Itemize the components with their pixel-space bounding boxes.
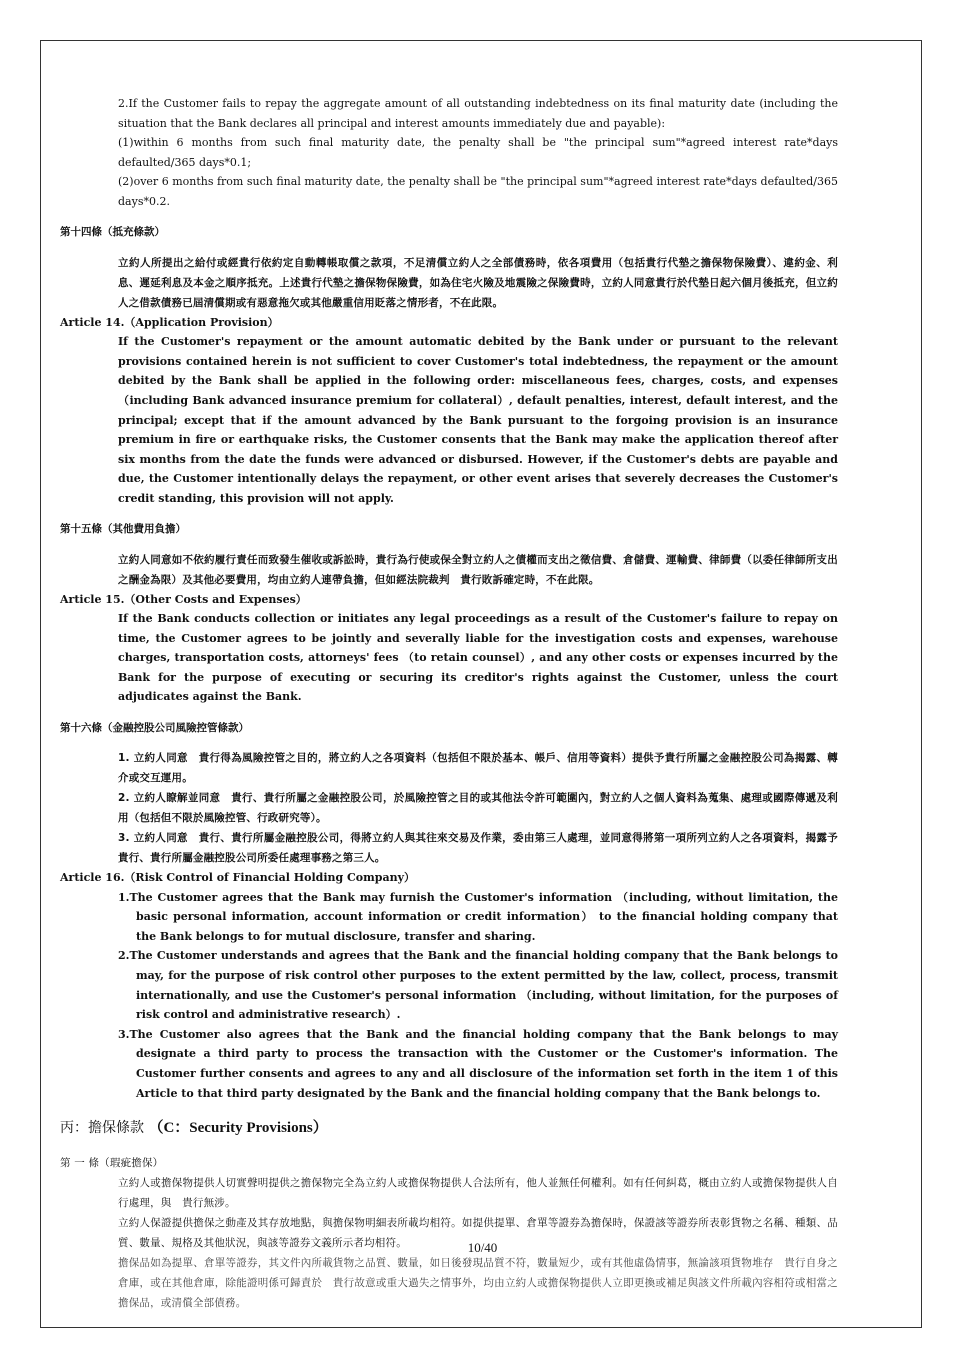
section-c-paragraph-2: 立約人保證提供擔保之動產及其存放地點，與擔保物明細表所載均相符。如提供提單、倉單等證券為擔保時，保證該等證券所表彰貨物之名稱、種類、品質、數量、規格及其他狀況，與該等證券文義所示者均相符。 [118,1217,838,1250]
clause2-intro: 2.If the Customer fails to repay the aggregate amount of all outstanding indebtedness on its final maturity date (including the situation that the Bank declares all principal and interest amounts immediately due and payable): [118,97,838,130]
article-16-item-en-2: 2.The Customer understands and agrees that the Bank and the financial holding company that the Bank belongs to may, for the purpose of risk control other purposes to the extent permitted by the law, collect, process, transmit internationally, and use the Customer's personal information （including, without limitation, for the purposes of risk control and administrative research）. [118,949,838,1022]
section-c-title-en: （C：Security Provisions） [148,1120,328,1137]
document-body [60,94,849,1313]
article-16-item-en-1: 1.The Customer agrees that the Bank may furnish the Customer's information （including, without limitation, the basic personal information, account information or credit information） to the financial holding company that the Bank belongs to for mutual disclosure, transfer and sharing. [118,890,838,943]
page-number: 10/40 [467,1240,498,1255]
section-c-title [60,1117,838,1139]
article-14-body-zh: 立約人所提出之給付或經貴行依約定自動轉帳取償之款項，不足清償立約人之全部債務時，依各項費用（包括貴行代墊之擔保物保險費）、違約金、利息、遲延利息及本金之順序抵充。上述貴行代墊之擔保物保險費，如為住宅火險及地震險之保險費時，立約人同意貴行於代墊日起六個月後抵充，但立約人之借款債務已屆清償期或有惡意拖欠或其他嚴重信用貶落之情形者，不在此限。 [118,256,838,309]
article-15-heading-zh: 第十五條（其他費用負擔） [60,523,186,535]
clause2-item-2: (2)over 6 months from such final maturity date, the penalty shall be "the principal sum"*agreed interest rate*days defaulted/365 days*0.2. [118,175,838,208]
article-15-heading-en: Article 15.（Other Costs and Expenses） [60,592,307,606]
section-c-paragraph-1: 立約人或擔保物提供人切實聲明提供之擔保物完全為立約人或擔保物提供人合法所有，他人並無任何權利。如有任何糾葛，概由立約人或擔保物提供人自行處理，與 貴行無涉。 [118,1177,838,1210]
article-16-item-zh-2: 2. 立約人瞭解並同意 貴行、貴行所屬之金融控股公司，於風險控管之目的或其他法令許可範圍內，對立約人之個人資料為蒐集、處理或國際傳遞及利用（包括但不限於風險控管、行政研究等）。 [118,792,838,825]
article-16-heading-zh: 第十六條（金融控股公司風險控管條款） [60,721,249,734]
article-16-item-zh-1: 1. 立約人同意 貴行得為風險控管之目的，將立約人之各項資料（包括但不限於基本、帳戶、信用等資料）提供予貴行所屬之金融控股公司為揭露、轉介或交互運用。 [118,752,838,785]
article-16-item-zh-3: 3. 立約人同意 貴行、貴行所屬金融控股公司，得將立約人與其往來交易及作業，委由第三人處理，並同意得將第一項所列立約人之各項資料，揭露予 貴行、貴行所屬金融控股公司所委任處理事務之第三人。 [118,832,849,865]
article-16-block [60,718,849,1104]
article-16-heading-en: Article 16.（Risk Control of Financial Holding Company） [60,871,415,885]
section-c-article-1-heading: 第 一 條（瑕疵擔保） [60,1157,164,1170]
article-14-block [60,222,838,508]
section-c-title-zh: 丙：擔保條款 [60,1120,144,1137]
article-14-body-en: If the Customer's repayment or the amount automatic debited by the Bank under or pursuant to the relevant provisions contained herein is not sufficient to cover Customer's total indebtedness, the repayment or the amount debited by the Bank shall be applied in the following order: miscellaneous fees, charges, costs, and expenses（including Bank advanced insurance premium for collateral）, default penalties, interest, default interest, and the principal; except that if the amount advanced by the Bank pursuant to the forgoing provision is an insurance premium in fire or earthquake risks, the Customer consents that the Bank may make the application thereof after six months from the date the funds were advanced or disbursed. However, if the Customer's debts are payable and due, the Customer intentionally delays the repayment, or other event arises that severely decreases the Customer's credit standing, this provision will not apply. [118,335,838,505]
article-14-heading-en: Article 14.（Application Provision） [60,315,279,329]
section-c-paragraph-3: 擔保品如為提單、倉單等證券，其文件內所載貨物之品質、數量，如日後發現品質不符，數量短少，或有其他虛偽情事，無論該項貨物堆存 貴行自身之倉庫，或在其他倉庫，除能證明係可歸責於 貴行故意或重大過失之情事外，均由立約人或擔保物提供人立即更換或補足與該文件所載內容相符或相當之擔保品，或清償全部債務。 [118,1257,838,1310]
article-15-body-zh: 立約人同意如不依約履行責任而致發生催收或訴訟時，貴行為行使或保全對立約人之債權而支出之徵信費、倉儲費、運輸費、律師費（以委任律師所支出之酬金為限）及其他必要費用，均由立約人連帶負擔，但如經法院裁判 貴行敗訴確定時，不在此限。 [118,553,838,586]
article-15-body-en: If the Bank conducts collection or initiates any legal proceedings as a result of the Customer's failure to repay on time, the Customer agrees to be jointly and severally liable for the investigation costs and expenses, warehouse charges, transportation costs, attorneys' fees （to retain counsel）, and any other costs or expenses incurred by the Bank for the purpose of executing or securing its creditor's rights against the Customer, unless the court adjudicates against the Bank. [118,612,838,704]
clause2-item-1: (1)within 6 months from such final maturity date, the penalty shall be "the principal sum"*agreed interest rate*days defaulted/365 days*0.1; [118,136,838,169]
section-c-block [60,1117,838,1313]
article-15-block [60,519,838,707]
article-16-item-en-3: 3.The Customer also agrees that the Bank and the financial holding company that the Bank belongs to may designate a third party to process the transaction with the Customer or the Customer's information. The Customer further consents and agrees to any and all disclosure of the information set forth in the item 1 of this Article to that third party designated by the Bank and the financial holding company that the Bank belongs to. [118,1027,838,1100]
article-14-heading-zh: 第十四條（抵充條款） [60,226,165,239]
